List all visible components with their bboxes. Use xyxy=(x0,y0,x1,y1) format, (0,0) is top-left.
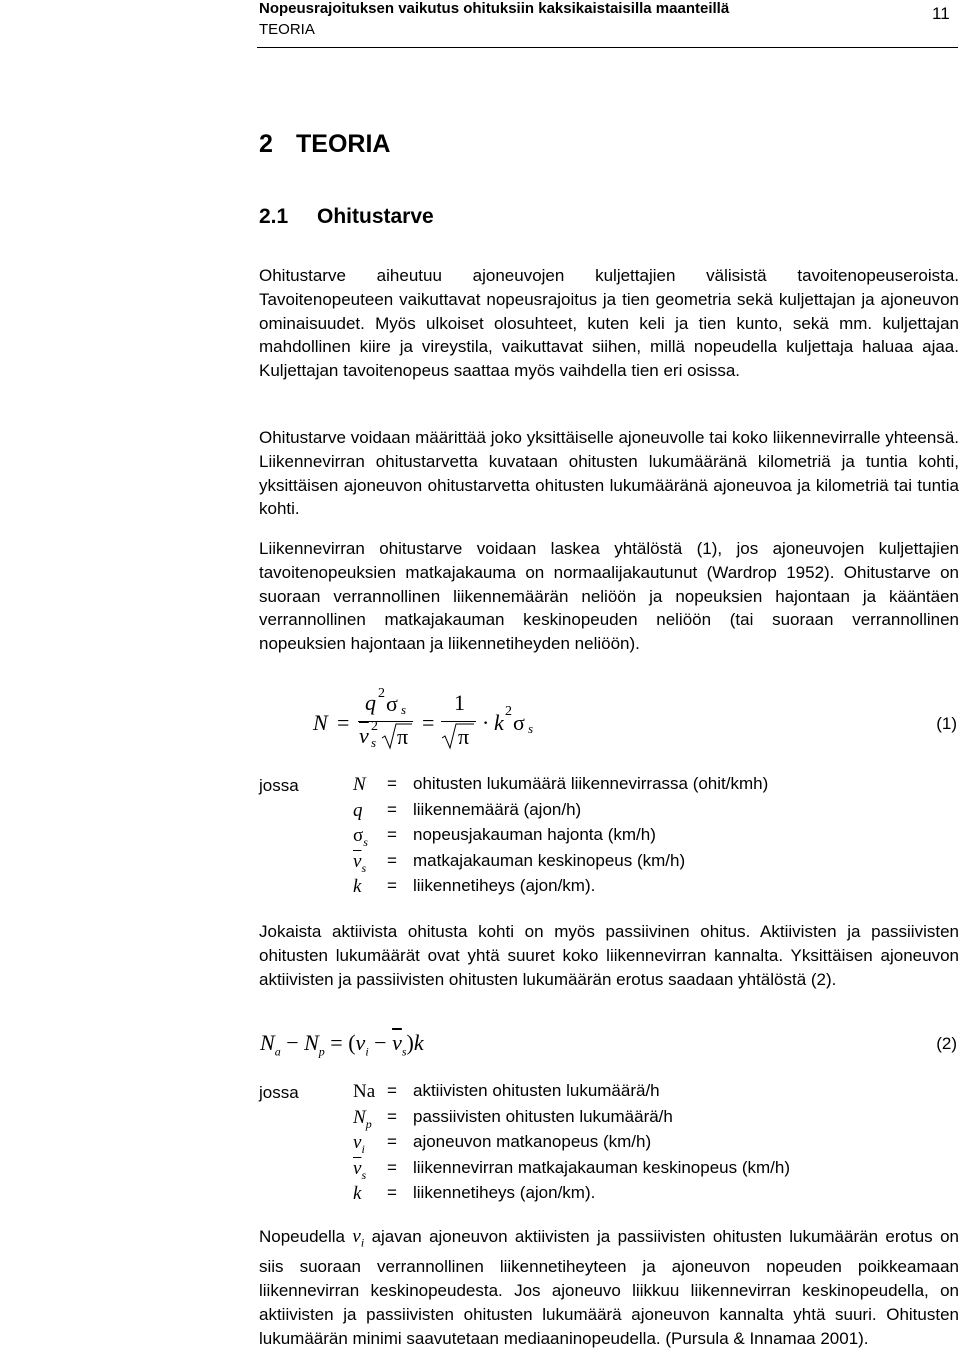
definition-text: matkajakauman keskinopeus (km/h) xyxy=(413,850,686,870)
definition-equals: = xyxy=(387,825,397,844)
eq1-equals-1: = xyxy=(337,710,350,735)
eq1-sigma: σ xyxy=(386,691,398,716)
eq1-v-exponent: 2 xyxy=(371,719,378,734)
paragraph-4: Jokaista aktiivista ohitusta kohti on myös passiivinen ohitus. Aktiivisten ja passiivisten ohitusten lukumäärät ovat yhtä suuret koko liikennevirran kannalta. Yksittäisen ajoneuvon aktiivisten ja passiivisten ohitusten lukumäärän erotus saadaan yhtälöstä (2). xyxy=(259,922,959,989)
paragraph-5: Nopeudella $v_i$ ajavan ajoneuvon aktiivisten ja passiivisten ohitusten lukumäärän erotus on siis suoraan verrannollinen liikennetiheyteen ja ajoneuvon nopeuden poikkeamaan liikennevirran keskinopeudesta. Jos ajoneuvo liikkuu liikennevirran keskinopeudella, on aktiivisten ja passiivisten ohitusten lukumäärä ajoneuvon kannalta yhtä suuri. Ohitusten lukumäärän minimi saavutetaan mediaaninopeudella. (Pursula & Innamaa 2001). xyxy=(259,1226,959,1348)
definition-symbol: $\overline{v}_s$ xyxy=(353,850,367,875)
eq1-k-exponent: 2 xyxy=(505,704,512,719)
page-number: 11 xyxy=(932,4,950,23)
definition-text: liikennetiheys (ajon/km). xyxy=(413,876,596,895)
chapter-heading xyxy=(259,130,390,159)
eq1-sigma-2: σ xyxy=(513,710,525,735)
definition-equals: = xyxy=(387,774,397,793)
eq1-lhs: N xyxy=(313,710,328,735)
definition-equals: = xyxy=(387,1106,397,1126)
definition-symbol: $\overline{v}_s$ xyxy=(353,1157,367,1182)
definition-symbol: N xyxy=(353,774,366,795)
paragraph-1: Ohitustarve aiheutuu ajoneuvojen kuljettajien välisistä tavoitenopeuseroista. Tavoitenopeuteen vaikuttavat nopeusrajoitus ja tien geometria sekä kuljettajan ja ajoneuvon ominaisuudet. Myös ulkoiset olosuhteet, kuten keli ja tien kunto, sekä mm. kuljettajan mahdollinen kiire ja vireystila, vaikuttavat siihen, millä nopeudella kuljettaja haluaa ajaa. Kuljettajan tavoitenopeus saattaa myös vaihdella tien eri osissa. xyxy=(259,266,959,381)
equation-1 xyxy=(0,686,960,760)
definition-text: liikennetiheys (ajon/km). xyxy=(413,1183,596,1202)
running-header-section: TEORIA xyxy=(259,21,315,38)
running-header-title: Nopeusrajoituksen vaikutus ohituksiin kaksikaistaisilla maanteillä xyxy=(259,0,730,17)
eq1-vbar: $\overline{v}$ xyxy=(359,723,369,748)
definition-text: aktiivisten ohitusten lukumäärä/h xyxy=(413,1081,660,1100)
eq1-equals-2: = xyxy=(422,710,435,735)
section-title: Ohitustarve xyxy=(317,205,434,228)
definition-symbol: $\sigma_s$ xyxy=(353,825,368,849)
definition-text: liikennevirran matkajakauman keskinopeus (km/h) xyxy=(413,1157,790,1177)
paragraph-2: Ohitustarve voidaan määrittää joko yksittäiselle ajoneuvolle tai koko liikennevirralle yhteensä. Liikennevirran ohitustarvetta kuvataan ohitusten lukumääränä kilometriä ja tuntia kohti, yksittäisen ajoneuvon ohitustarvetta ohitusten lukumääränä ajoneuvoa ja kilometriä tai tuntia kohti. xyxy=(259,428,959,519)
section-heading xyxy=(259,205,434,229)
where-label-1: jossa xyxy=(259,776,299,795)
paragraph-3: Liikennevirran ohitustarve voidaan laskea yhtälöstä (1), jos ajoneuvojen kuljettajien tavoitenopeuksien matkajakauma on normaalijakautunut (Wardrop 1952). Ohitustarve on suoraan verrannollinen liikennemäärän neliöön ja nopeuksien hajontaan ja kääntäen verrannollinen matkajakauman keskinopeuden neliöön (tai suoraan verrannollinen nopeuksien hajontaan ja liikennetiheyden neliöön). xyxy=(259,539,959,654)
equation-1-number: (1) xyxy=(936,714,957,733)
chapter-title: TEORIA xyxy=(296,130,391,158)
eq1-one: 1 xyxy=(454,690,465,715)
eq1-pi-1: π xyxy=(397,724,409,749)
definition-text: ohitusten lukumäärä liikennevirrassa (ohit/kmh) xyxy=(413,774,769,793)
eq1-q-exponent: 2 xyxy=(378,686,385,701)
eq1-pi-2: π xyxy=(458,724,470,749)
definition-equals: = xyxy=(387,876,397,895)
definition-equals: = xyxy=(387,1081,397,1100)
equation-2-number: (2) xyxy=(936,1034,957,1053)
where-label-2: jossa xyxy=(259,1083,299,1102)
section-number: 2.1 xyxy=(259,205,289,228)
definition-equals: = xyxy=(387,850,397,870)
definition-text: passiivisten ohitusten lukumäärä/h xyxy=(413,1106,673,1126)
definition-symbol: $v_i$ xyxy=(353,1132,365,1156)
definition-symbol: k xyxy=(353,1183,362,1204)
definition-equals: = xyxy=(387,1183,397,1202)
header-divider xyxy=(257,47,958,48)
definition-equals: = xyxy=(387,1157,397,1177)
definition-text: ajoneuvon matkanopeus (km/h) xyxy=(413,1132,652,1151)
definition-symbol: k xyxy=(353,876,362,897)
eq1-sigma-sub: s xyxy=(401,702,407,717)
eq1-k: k xyxy=(494,710,504,735)
equation-2 xyxy=(0,1030,960,1062)
eq1-q: q xyxy=(365,690,376,715)
definition-equals: = xyxy=(387,799,397,819)
definition-equals: = xyxy=(387,1132,397,1151)
definition-text: liikennemäärä (ajon/h) xyxy=(413,799,582,819)
eq2-expression: $N_a - N_p = (v_i - \overline{v}_s)k$ xyxy=(260,1030,424,1059)
definition-symbol: Na xyxy=(353,1081,376,1102)
definition-text: nopeusjakauman hajonta (km/h) xyxy=(413,825,656,844)
eq1-v-sub: s xyxy=(371,735,377,750)
definition-symbol: q xyxy=(353,799,363,821)
eq1-sigma-2-sub: s xyxy=(528,721,534,736)
eq1-dot: · xyxy=(482,710,490,735)
chapter-number: 2 xyxy=(259,130,273,158)
definition-symbol: $N_p$ xyxy=(353,1106,372,1131)
